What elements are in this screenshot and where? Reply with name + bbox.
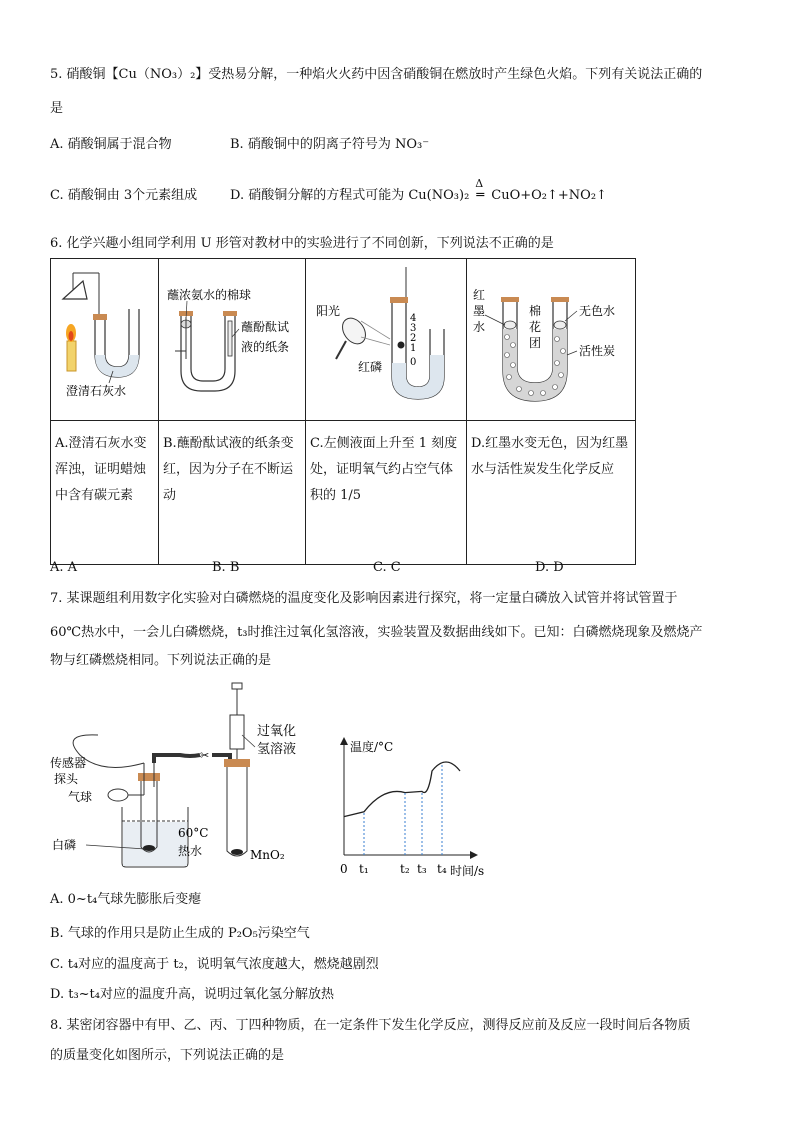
q6-fig-d-cell (467, 259, 636, 421)
q6-option-d: D. D (535, 560, 564, 575)
chart-tick-t4: t₄ (437, 862, 447, 876)
q6-table (50, 258, 636, 565)
q5-option-b: B. 硝酸铜中的阴离子符号为 NO₃⁻ (230, 137, 430, 152)
apparatus-sensor1: 传感器 (50, 756, 87, 770)
q5-stem-line1: 5. 硝酸铜【Cu（NO₃）₂】受热易分解，一种焰火火药中因含硝酸铜在燃放时产生绿色火焰。下列有关说法正确的 (50, 67, 703, 82)
fig-c-tick-4: 4 (410, 313, 417, 324)
heat-symbol: Δ (475, 177, 484, 190)
chart-xlabel: 时间/s (450, 864, 485, 878)
svg-text:✂: ✂ (200, 749, 210, 762)
q6-option-c: C. C (373, 560, 401, 575)
q5-option-d-products: CuO+O₂↑+NO₂↑ (491, 188, 607, 203)
fig-d-carbon: 活性炭 (579, 344, 616, 358)
apparatus-h2o2-1: 过氧化 (257, 724, 297, 739)
chart-tick-t1: t₁ (359, 862, 369, 876)
fig-c-sun: 阳光 (316, 304, 341, 318)
fig-d-cotton1: 棉 (529, 304, 542, 318)
heat-arrow: Δ ═ (475, 177, 485, 203)
q6-fig-a-cell (51, 259, 159, 421)
q8-stem-line2: 的质量变化如图所示，下列说法正确的是 (50, 1048, 285, 1063)
fig-a-label: 澄清石灰水 (66, 384, 127, 398)
q6-fig-c-cell (306, 259, 467, 421)
fig-c-tick-2: 2 (410, 333, 417, 344)
q7-stem-line1: 7. 某课题组利用数字化实验对白磷燃烧的温度变化及影响因素进行探究，将一定量白磷放入试管并将试管置于 (50, 591, 678, 606)
q5-option-d (230, 177, 607, 205)
q6-fig-a (51, 259, 158, 416)
fig-d-cotton2: 花 (529, 320, 542, 334)
fig-d-left3: 水 (473, 320, 486, 334)
q6-fig-d (467, 259, 635, 416)
temperature-curve (344, 762, 460, 817)
fig-d-cotton3: 团 (529, 336, 542, 350)
q5-option-c: C. 硝酸铜由 3个元素组成 (50, 188, 198, 203)
q7-chart (330, 735, 500, 883)
apparatus-hot1: 60°C (178, 826, 209, 840)
q7-option-a: A. 0~t₄气球先膨胀后变瘪 (50, 892, 202, 907)
q6-stem: 6. 化学兴趣小组同学利用 U 形管对教材中的实验进行了不同创新，下列说法不正确的是 (50, 236, 554, 251)
q6-fig-b (159, 259, 305, 416)
apparatus-balloon: 气球 (68, 790, 93, 804)
apparatus-white-p: 白磷 (52, 838, 77, 852)
q5-stem-line2: 是 (50, 101, 64, 116)
chart-tick-t2: t₂ (400, 862, 410, 876)
q6-fig-b-cell (159, 259, 306, 421)
q7-option-d: D. t₃~t₄对应的温度升高，说明过氧化氢分解放热 (50, 987, 334, 1002)
chart-tick-t3: t₃ (417, 862, 427, 876)
fig-d-left2: 墨 (473, 304, 486, 318)
q7-stem-line3: 物与红磷燃烧相同。下列说法正确的是 (50, 653, 272, 668)
q7-option-c: C. t₄对应的温度高于 t₂，说明氧气浓度越大，燃烧越剧烈 (50, 957, 379, 972)
q6-cell-c: C.左侧液面上升至 1 刻度处，证明氧气约占空气体积的 1/5 (306, 421, 467, 565)
q6-cell-b: B.蘸酚酞试液的纸条变红，因为分子在不断运动 (159, 421, 306, 565)
apparatus-sensor2: 探头 (54, 772, 79, 786)
fig-c-tick-3: 3 (410, 323, 417, 334)
fig-b-label-top: 蘸浓氨水的棉球 (167, 288, 252, 302)
chart-ylabel: 温度/°C (350, 740, 394, 754)
fig-c-phosphorus: 红磷 (358, 360, 383, 374)
q6-option-a: A. A (50, 560, 78, 575)
fig-b-label-right2: 液的纸条 (241, 340, 290, 354)
chart-origin: 0 (340, 862, 348, 876)
q5-option-a: A. 硝酸铜属于混合物 (50, 137, 172, 152)
q7-stem-line2: 60℃热水中，一会儿白磷燃烧，t₃时推注过氧化氢溶液，实验装置及数据曲线如下。已知：白磷燃烧现象及燃烧产 (50, 625, 703, 640)
fig-c-scale (410, 313, 416, 368)
fig-c-tick-0: 0 (410, 357, 417, 368)
fig-d-left1: 红 (473, 288, 486, 302)
apparatus-hot2: 热水 (178, 844, 203, 858)
q6-cell-a: A.澄清石灰水变浑浊，证明蜡烛中含有碳元素 (51, 421, 159, 565)
fig-b-label-right1: 蘸酚酞试 (241, 320, 290, 334)
q7-option-b: B. 气球的作用只是防止生成的 P₂O₅污染空气 (50, 926, 310, 941)
q5-option-d-text: D. 硝酸铜分解的方程式可能为 Cu(NO₃)₂ (230, 188, 470, 203)
q7-apparatus (50, 675, 320, 880)
fig-c-tick-1: 1 (410, 343, 417, 354)
q6-cell-d: D.红墨水变无色，因为红墨水与活性炭发生化学反应 (467, 421, 636, 565)
q6-option-b: B. B (212, 560, 240, 575)
apparatus-h2o2-2: 氢溶液 (257, 742, 297, 757)
q6-fig-c (306, 259, 466, 416)
apparatus-mno2: MnO₂ (250, 848, 285, 862)
q8-stem-line1: 8. 某密闭容器中有甲、乙、丙、丁四种物质，在一定条件下发生化学反应，测得反应前及反应一段时间后各物质 (50, 1018, 691, 1033)
fig-d-water: 无色水 (579, 304, 616, 318)
